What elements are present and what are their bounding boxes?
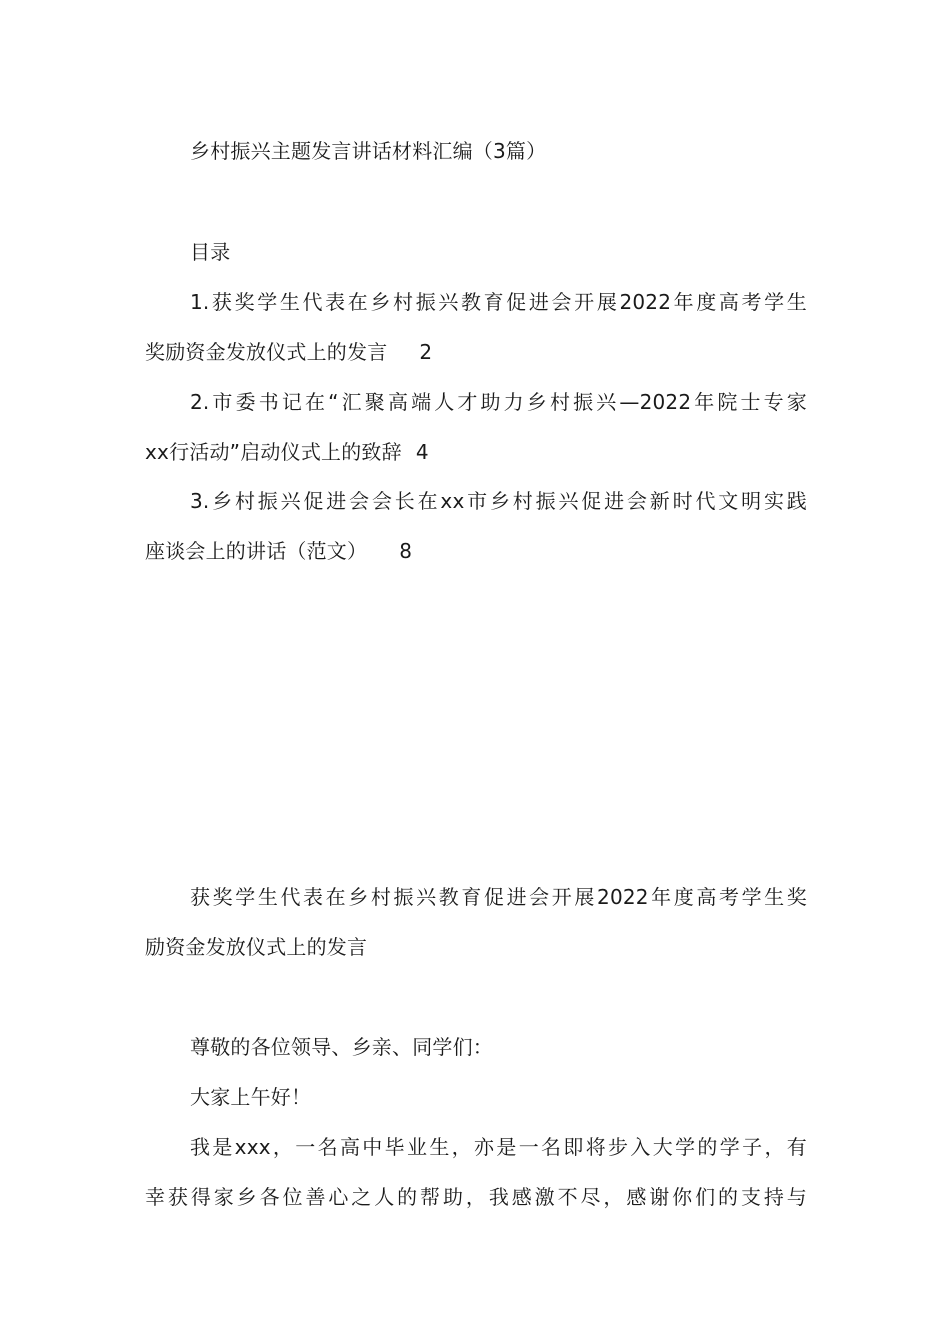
section-title-line2: 励资金发放仪式上的发言 xyxy=(145,935,368,959)
toc-item-1-page: 2 xyxy=(419,340,433,364)
toc-item-2-line2 xyxy=(145,438,807,466)
toc-item-2-text: xx行活动”启动仪式上的致辞 xyxy=(145,440,402,464)
toc-heading: 目录 xyxy=(190,240,231,264)
toc-item-2-page: 4 xyxy=(415,440,429,464)
toc-item-3-line1: 3.乡村振兴促进会会长在xx市乡村振兴促进会新时代文明实践 xyxy=(190,489,807,513)
toc-item-3-page: 8 xyxy=(399,539,413,563)
toc-item-1-text: 奖励资金发放仪式上的发言 xyxy=(145,340,388,364)
toc-item-3-line2 xyxy=(145,537,807,565)
toc-item-3-text: 座谈会上的讲话（范文） xyxy=(145,539,368,563)
salutation: 尊敬的各位领导、乡亲、同学们： xyxy=(190,1035,493,1059)
document-title: 乡村振兴主题发言讲话材料汇编（3篇） xyxy=(190,139,547,163)
section-title-line1: 获奖学生代表在乡村振兴教育促进会开展2022年度高考学生奖 xyxy=(190,885,807,909)
toc-item-1-line1: 1.获奖学生代表在乡村振兴教育促进会开展2022年度高考学生 xyxy=(190,290,807,314)
greeting: 大家上午好！ xyxy=(190,1085,312,1109)
toc-item-1-line2 xyxy=(145,338,807,366)
body-paragraph-line2: 幸获得家乡各位善心之人的帮助，我感激不尽，感谢你们的支持与 xyxy=(145,1185,807,1209)
toc-item-2-line1: 2.市委书记在“汇聚高端人才助力乡村振兴—2022年院士专家 xyxy=(190,390,807,414)
body-paragraph-line1: 我是xxx，一名高中毕业生，亦是一名即将步入大学的学子，有 xyxy=(190,1135,807,1159)
